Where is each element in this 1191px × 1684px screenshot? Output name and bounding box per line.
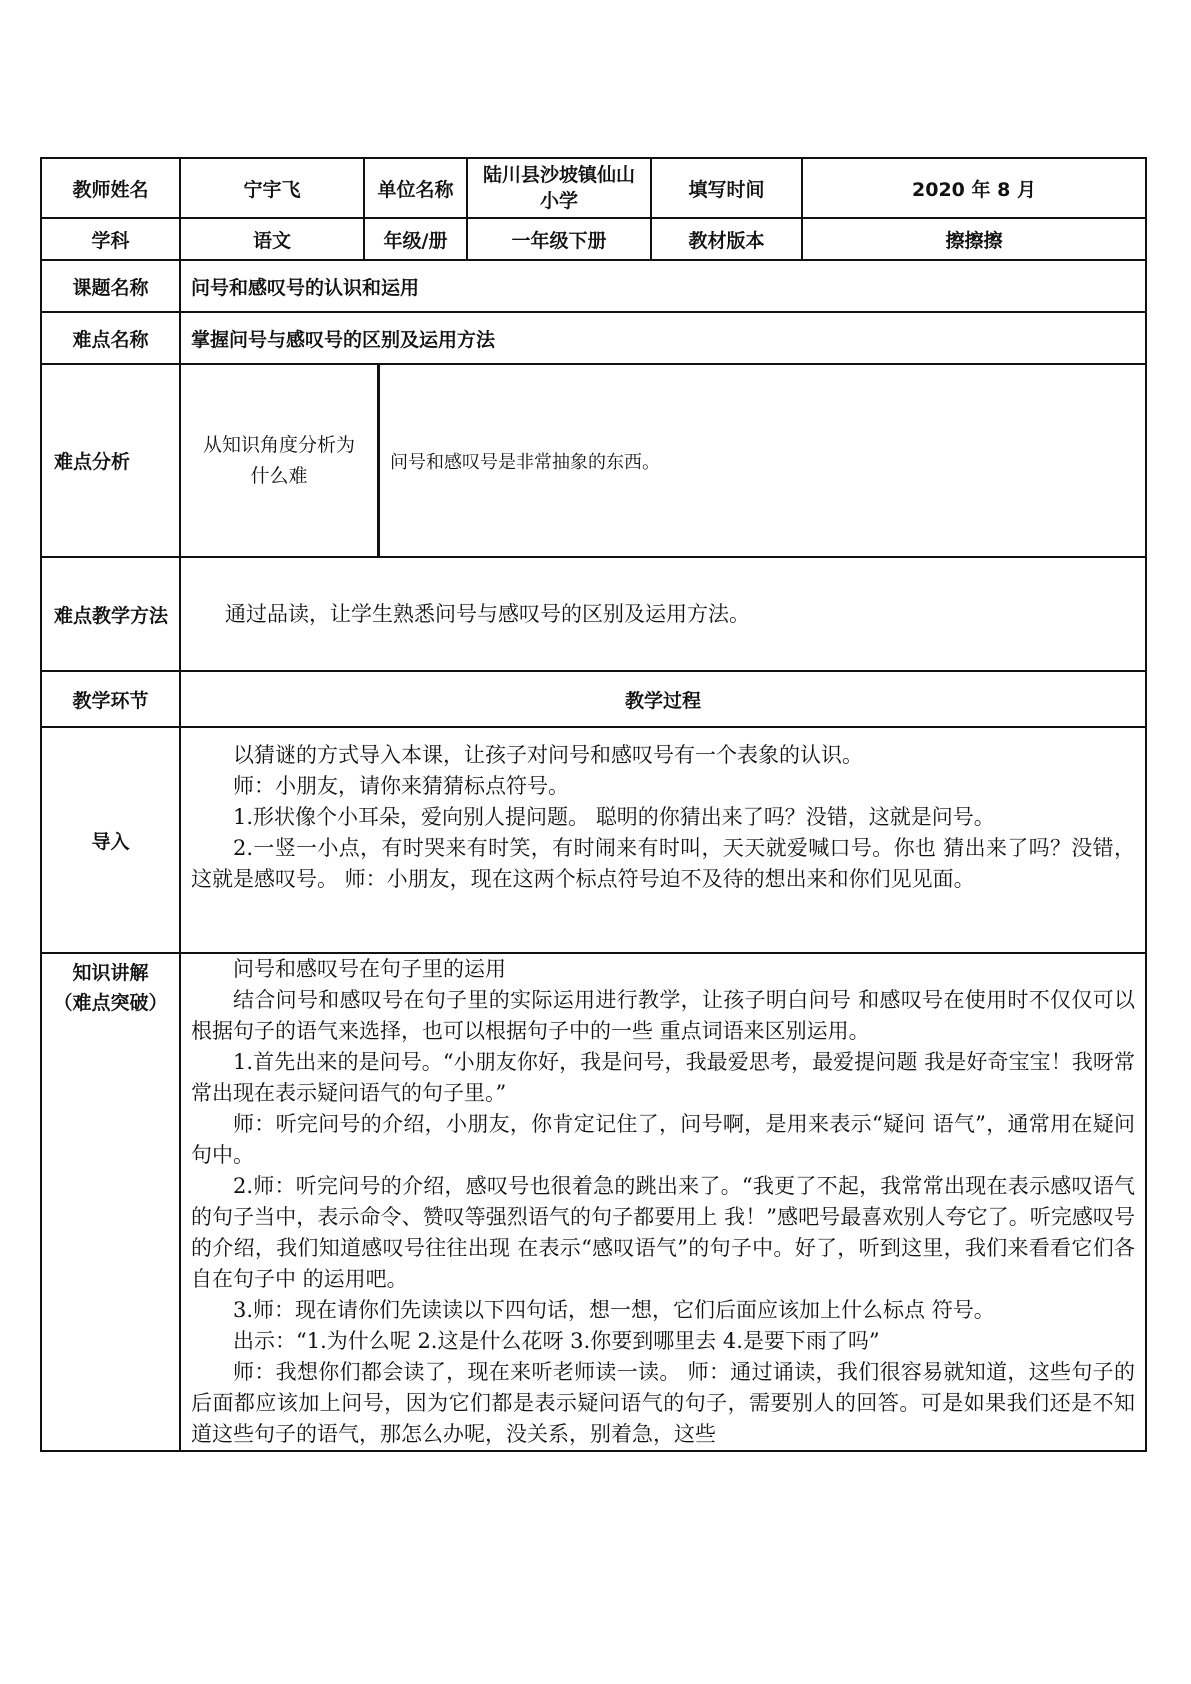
intro-paragraph: 师：小朋友，请你来猜猜标点符号。 <box>233 774 569 798</box>
stage-header-label: 教学环节 <box>41 671 180 727</box>
header-row-2 <box>41 218 1146 260</box>
analysis-inner-table <box>181 365 1145 556</box>
intro-label: 导入 <box>41 727 180 953</box>
topic-label: 课题名称 <box>41 260 180 312</box>
difficulty-row <box>41 312 1146 364</box>
difficulty-label: 难点名称 <box>41 312 180 364</box>
method-value: 通过品读，让学生熟悉问号与感叹号的区别及运用方法。 <box>180 557 1146 671</box>
knowledge-paragraph: 师：我想你们都会读了，现在来听老师读一读。 师：通过诵读，我们很容易就知道，这些句子的后面都应该加上问号，因为它们都是表示疑问语气的句子，需要别人的回答。可是如果我们还是不知道这些句子的语气，那怎么办呢，没关系，别着急，这些 <box>191 1360 1135 1446</box>
process-header-row <box>41 671 1146 727</box>
unit-name-value: 陆川县沙坡镇仙山小学 <box>467 158 651 218</box>
analysis-content-cell <box>180 364 1146 557</box>
analysis-value: 问号和感叹号是非常抽象的东西。 <box>390 451 660 473</box>
analysis-label: 难点分析 <box>41 364 180 557</box>
subject-value: 语文 <box>180 218 364 260</box>
topic-row <box>41 260 1146 312</box>
intro-paragraph: 1.形状像个小耳朵，爱向别人提问题。 聪明的你猜出来了吗？没错，这就是问号。 <box>233 805 995 829</box>
edition-value: 擦擦擦 <box>802 218 1146 260</box>
unit-name-label: 单位名称 <box>364 158 467 218</box>
knowledge-paragraph: 结合问号和感叹号在句子里的实际运用进行教学，让孩子明白问号 和感叹号在使用时不仅仅可以根据句子的语气来选择，也可以根据句子中的一些 重点词语来区别运用。 <box>191 988 1135 1043</box>
analysis-sub-label: 从知识角度分析为什么难 <box>181 365 379 556</box>
knowledge-label-line1: 知识讲解 <box>72 962 149 984</box>
grade-label: 年级/册 <box>364 218 467 260</box>
knowledge-paragraph: 1.首先出来的是问号。“小朋友你好，我是问号，我最爱思考，最爱提问题 我是好奇宝宝！我呀常常出现在表示疑问语气的句子里。” <box>191 1050 1135 1105</box>
knowledge-label <box>41 953 180 1451</box>
lesson-plan-table <box>40 157 1147 1452</box>
knowledge-label-line2: （难点突破） <box>53 992 168 1014</box>
grade-value: 一年级下册 <box>467 218 651 260</box>
analysis-row <box>41 364 1146 557</box>
intro-paragraph: 2.一竖一小点，有时哭来有时笑，有时闹来有时叫，天天就爱喊口号。你也 猜出来了吗？没错，这就是感叹号。 师：小朋友，现在这两个标点符号迫不及待的想出来和你们见见面。 <box>191 836 1135 891</box>
process-header-label: 教学过程 <box>180 671 1146 727</box>
lesson-plan-form <box>40 157 1145 1452</box>
method-row <box>41 557 1146 671</box>
intro-paragraph: 以猜谜的方式导入本课，让孩子对问号和感叹号有一个表象的认识。 <box>233 743 863 767</box>
knowledge-content <box>180 953 1146 1451</box>
edition-label: 教材版本 <box>651 218 802 260</box>
knowledge-paragraph: 师：听完问号的介绍，小朋友，你肯定记住了，问号啊，是用来表示“疑问 语气”，通常用在疑问句中。 <box>191 1112 1135 1167</box>
knowledge-paragraph: 出示：“1.为什么呢 2.这是什么花呀 3.你要到哪里去 4.是要下雨了吗” <box>233 1329 880 1353</box>
fill-date-value: 2020 年 8 月 <box>802 158 1146 218</box>
fill-date-label: 填写时间 <box>651 158 802 218</box>
knowledge-paragraph: 问号和感叹号在句子里的运用 <box>233 957 506 981</box>
intro-row <box>41 727 1146 953</box>
method-label: 难点教学方法 <box>41 557 180 671</box>
knowledge-row <box>41 953 1146 1451</box>
topic-value: 问号和感叹号的认识和运用 <box>180 260 1146 312</box>
teacher-name-value: 宁宇飞 <box>180 158 364 218</box>
subject-label: 学科 <box>41 218 180 260</box>
knowledge-paragraph: 3.师：现在请你们先读读以下四句话，想一想，它们后面应该加上什么标点 符号。 <box>233 1298 995 1322</box>
knowledge-paragraph: 2.师：听完问号的介绍，感叹号也很着急的跳出来了。“我更了不起，我常常出现在表示感叹语气的句子当中，表示命令、赞叹等强烈语气的句子都要用上 我！”感吧号最喜欢别人夸它了。听完感叹号的介绍，我们知道感叹号往往出现 在表示“感叹语气”的句子中。好了，听到这里，我们来看看它们各自在句子中 的运用吧。 <box>191 1174 1135 1291</box>
difficulty-value: 掌握问号与感叹号的区别及运用方法 <box>180 312 1146 364</box>
intro-content <box>180 727 1146 953</box>
header-row-1 <box>41 158 1146 218</box>
teacher-name-label: 教师姓名 <box>41 158 180 218</box>
